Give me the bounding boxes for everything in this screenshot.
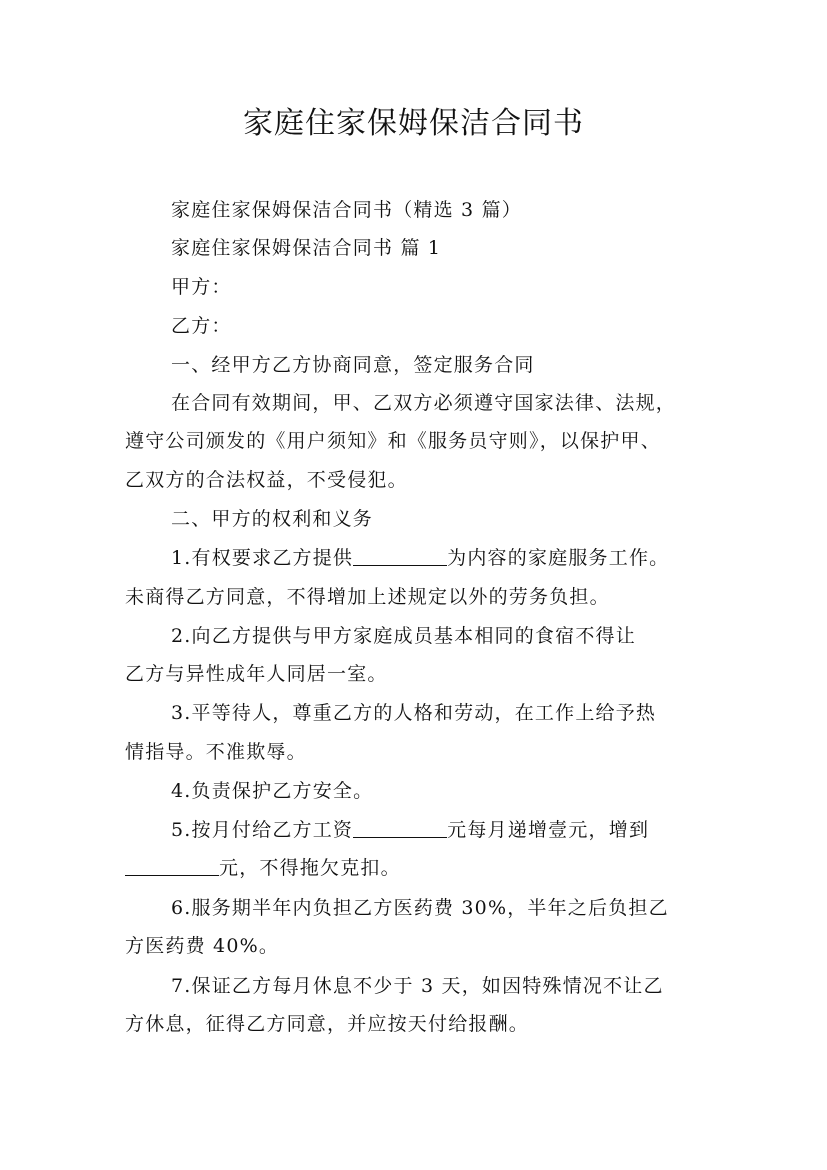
item-1-text-a: 1.有权要求乙方提供 <box>171 547 354 569</box>
item-7-line: 7.保证乙方每月休息不少于 3 天，如因特殊情况不让乙 <box>171 975 664 997</box>
subtitle: 家庭住家保姆保洁合同书（精选 3 篇） <box>171 199 522 221</box>
item-3-line-2: 情指导。不准欺辱。 <box>125 741 307 763</box>
party-a-label: 甲方： <box>171 276 232 298</box>
item-7-line-2: 方休息，征得乙方同意，并应按天付给报酬。 <box>125 1013 530 1035</box>
item-5-text-c: 元，不得拖欠克扣。 <box>219 857 401 879</box>
item-1-text-b: 为内容的家庭服务工作。 <box>447 547 670 569</box>
item-4-line: 4.负责保护乙方安全。 <box>171 780 374 802</box>
item-5-text-a: 5.按月付给乙方工资 <box>171 819 354 841</box>
item-5-line-2 <box>125 850 715 887</box>
article-heading: 家庭住家保姆保洁合同书 篇 1 <box>171 237 442 259</box>
item-5-text-b: 元每月递增壹元，增到 <box>447 819 650 841</box>
item-6-line: 6.服务期半年内负担乙方医药费 30%，半年之后负担乙 <box>171 897 669 919</box>
section-1-body-line: 乙双方的合法权益，不受侵犯。 <box>125 469 408 491</box>
item-1-line-2: 未商得乙方同意，不得增加上述规定以外的劳务负担。 <box>125 586 610 608</box>
section-1-body-line: 遵守公司颁发的《用户须知》和《服务员守则》，以保护甲、 <box>125 430 661 452</box>
section-1-body-line: 在合同有效期间，甲、乙双方必须遵守国家法律、法规， <box>171 392 677 414</box>
document-title: 家庭住家保姆保洁合同书 <box>243 106 584 141</box>
item-6-line-2: 方医药费 40%。 <box>125 935 280 957</box>
section-1-heading: 一、经甲方乙方协商同意，签定服务合同 <box>171 354 535 376</box>
item-5-line <box>125 812 715 849</box>
item-1-line <box>125 540 715 577</box>
fill-in-blank <box>125 857 219 876</box>
party-b-label: 乙方： <box>171 315 232 337</box>
item-2-line-2: 乙方与异性成年人同居一室。 <box>125 663 388 685</box>
fill-in-blank <box>353 819 447 838</box>
fill-in-blank <box>353 547 447 566</box>
item-3-line: 3.平等待人，尊重乙方的人格和劳动，在工作上给予热 <box>171 702 657 724</box>
item-2-line: 2.向乙方提供与甲方家庭成员基本相同的食宿不得让 <box>171 625 636 647</box>
section-2-heading: 二、甲方的权利和义务 <box>171 508 374 530</box>
